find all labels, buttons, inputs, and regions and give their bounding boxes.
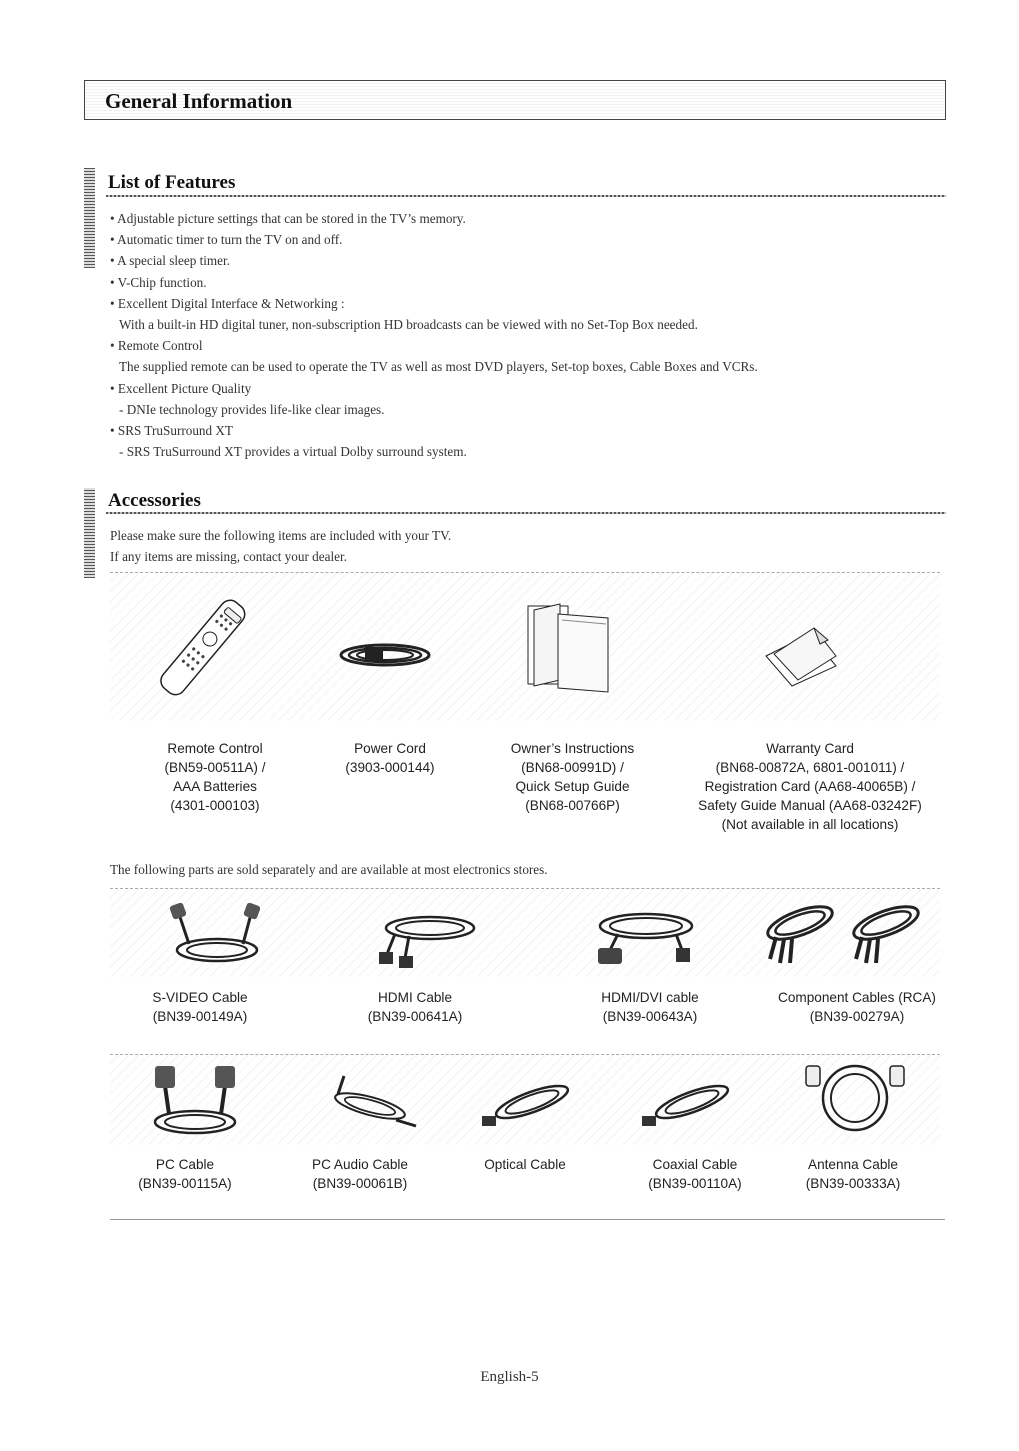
item-label-warranty: Warranty Card (BN68-00872A, 6801-001011) / Registration Card (AA68-40065B) / Safety Guide Manual (AA68-03242F) (Not available in all locations): [698, 741, 922, 832]
hdmi-dvi-cable-icon: [590, 898, 700, 970]
component-cables-icon: [758, 893, 928, 973]
feature-detail: With a built-in HD digital tuner, non-subscription HD broadcasts can be viewed with no Set-Top Box needed.: [119, 317, 698, 333]
feature-detail: - SRS TruSurround XT provides a virtual Dolby surround system.: [119, 444, 467, 460]
item-label-hdmi-dvi: HDMI/DVI cable (BN39-00643A): [601, 990, 699, 1024]
sold-separately-note: The following parts are sold separately and are available at most electronics stores.: [110, 862, 548, 877]
features-list: [110, 208, 940, 462]
page-number: English-5: [480, 1369, 539, 1385]
divider: [110, 1219, 945, 1220]
section-marker: [84, 168, 95, 268]
feature-detail: - DNIe technology provides life-like clear images.: [119, 401, 385, 417]
pc-audio-cable-icon: [322, 1068, 422, 1134]
optical-cable-icon: [478, 1068, 578, 1134]
pc-cable-icon: [145, 1062, 245, 1140]
feature-line: • Adjustable picture settings that can be stored in the TV’s memory.: [110, 211, 466, 226]
intro-line: If any items are missing, contact your dealer.: [110, 549, 347, 564]
item-label-pc-audio: PC Audio Cable (BN39-00061B): [312, 1157, 408, 1191]
feature-detail: The supplied remote can be used to operate the TV as well as most DVD players, Set-top boxes, Cable Boxes and VCRs.: [119, 359, 758, 375]
power-cord-icon: [335, 635, 435, 675]
feature-line: • Remote Control: [110, 338, 203, 354]
section-rule: [106, 195, 946, 197]
intro-line: Please make sure the following items are included with your TV.: [110, 528, 452, 543]
feature-line: • A special sleep timer.: [110, 253, 230, 269]
page-title: General Information: [105, 89, 293, 113]
item-label-power-cord: Power Cord (3903-000144): [345, 741, 435, 775]
section-header: [84, 80, 946, 120]
item-label-component: Component Cables (RCA) (BN39-00279A): [778, 990, 936, 1024]
antenna-cable-icon: [800, 1060, 910, 1140]
item-label-optical: Optical Cable: [484, 1157, 566, 1172]
item-label-s-video: S-VIDEO Cable (BN39-00149A): [152, 990, 248, 1024]
section-marker: [84, 488, 95, 578]
feature-line: • Automatic timer to turn the TV on and off.: [110, 232, 343, 248]
manual-icon: [520, 600, 615, 695]
accessories-intro: [110, 525, 451, 567]
features-title: List of Features: [108, 172, 236, 193]
feature-line: • Excellent Picture Quality: [110, 380, 252, 396]
feature-line: • SRS TruSurround XT: [110, 423, 233, 439]
item-label-antenna: Antenna Cable (BN39-00333A): [805, 1157, 901, 1191]
accessories-title: Accessories: [108, 490, 201, 511]
item-label-hdmi: HDMI Cable (BN39-00641A): [367, 990, 463, 1024]
warranty-card-icon: [762, 620, 842, 690]
s-video-cable-icon: [165, 898, 265, 970]
item-label-manuals: Owner’s Instructions (BN68-00991D) / Quick Setup Guide (BN68-00766P): [510, 741, 635, 813]
feature-line: • V-Chip function.: [110, 274, 207, 290]
item-label-remote: Remote Control (BN59-00511A) / AAA Batteries (4301-000103): [164, 741, 266, 813]
remote-control-icon: [150, 598, 260, 698]
section-rule: [106, 512, 946, 514]
item-label-pc-cable: PC Cable (BN39-00115A): [138, 1157, 232, 1191]
hdmi-cable-icon: [375, 898, 480, 970]
coaxial-cable-icon: [638, 1068, 738, 1134]
item-label-coaxial: Coaxial Cable (BN39-00110A): [648, 1157, 742, 1191]
feature-line: • Excellent Digital Interface & Networking :: [110, 295, 345, 311]
